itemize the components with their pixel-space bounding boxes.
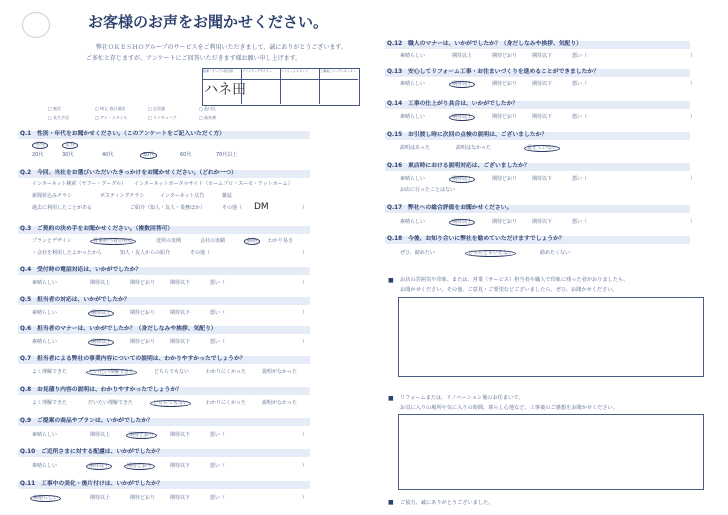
- option[interactable]: 期待以上: [86, 463, 112, 470]
- option[interactable]: 悪い（: [572, 53, 588, 59]
- branch-checkbox[interactable]: □ 東京: [48, 106, 62, 111]
- option: ）: [302, 280, 308, 286]
- option[interactable]: 期待以上: [449, 219, 475, 226]
- option[interactable]: 価格: [244, 238, 260, 245]
- option[interactable]: ・会社を利用したよかったから: [32, 250, 103, 256]
- question-7: Q.7 担当者による弊社の事業内容についての説明は、わかりやすかったでしょうか？: [20, 356, 246, 362]
- option[interactable]: 素晴らしい: [32, 310, 58, 316]
- option[interactable]: どちらでもない: [154, 369, 189, 375]
- option[interactable]: 悪い（: [572, 219, 588, 225]
- option-70s[interactable]: 70代以上: [216, 152, 238, 158]
- option[interactable]: 会社の実績: [200, 238, 226, 244]
- branch-checkbox[interactable]: □ 高木善: [199, 115, 217, 120]
- question-15: Q.15 お引渡し時に次回の点検の説明は、ございましたか？: [387, 132, 548, 138]
- option[interactable]: 期待以下: [532, 53, 553, 59]
- option[interactable]: 素晴らしい: [32, 280, 58, 286]
- option-40s[interactable]: 40代: [102, 152, 114, 158]
- option[interactable]: 期待以上: [90, 280, 111, 286]
- option[interactable]: どちらでもない: [150, 400, 191, 407]
- bullet-icon: ■: [388, 277, 394, 284]
- option: ）: [690, 114, 696, 120]
- option[interactable]: 期待以下: [170, 495, 191, 501]
- footer-thanks: ご協力、誠にありがとうございました。: [400, 500, 494, 506]
- staff-header: プランナーデザイナー: [242, 69, 272, 73]
- option[interactable]: 素晴らしい: [32, 432, 58, 438]
- option[interactable]: 素晴らしい: [400, 53, 426, 59]
- option[interactable]: 期待以下: [170, 280, 191, 286]
- option: ）: [690, 53, 696, 59]
- option: ）: [690, 176, 696, 182]
- handwritten-other-answer: DM: [254, 202, 269, 212]
- option[interactable]: 新聞折込みチラシ: [32, 193, 73, 199]
- option[interactable]: 悪い（: [572, 81, 588, 87]
- intro-line-2: ご多忙と存じますが、アンケートにご回答いただきます様お願い申し上げます。: [86, 55, 302, 62]
- option[interactable]: 悪い（: [572, 114, 588, 120]
- option[interactable]: わかりにくかった: [206, 369, 247, 375]
- option: ）: [302, 250, 308, 256]
- option[interactable]: その他（: [190, 250, 211, 256]
- option[interactable]: だいたい理解できた: [86, 369, 137, 376]
- option[interactable]: 悪い（: [210, 463, 226, 469]
- staff-header: リフォームスタッフ: [281, 69, 308, 73]
- comment2-prompt-2: お気に入りの場所や気に入りの時間、暮らし心地など、工事後のご感想をお聞かせください。: [400, 405, 618, 411]
- option[interactable]: 説明はあった: [400, 145, 430, 151]
- question-12: Q.12 職人のマナーは、いかがでしたか？（身だしなみや挨拶、気配り）: [387, 41, 582, 47]
- question-2: Q.2 今回、当社をお選びいただいたきっかけをお聞かせください。（どれか一つ）: [20, 170, 237, 176]
- option[interactable]: 悪い（: [210, 339, 226, 345]
- option-50s[interactable]: 50代: [140, 152, 157, 159]
- option: ）: [302, 463, 308, 469]
- option[interactable]: インターネット検索（ヤフー・グーグル）: [32, 181, 127, 187]
- option[interactable]: 期待どおり: [130, 280, 156, 286]
- option[interactable]: ご紹介（知人・友人・業務ほか）: [130, 205, 206, 211]
- option[interactable]: 悪い（: [210, 432, 226, 438]
- option-60s[interactable]: 60代: [180, 152, 192, 158]
- handwritten-name: ハネ田: [204, 82, 246, 98]
- option: ）: [690, 219, 696, 225]
- option[interactable]: 期待以上: [88, 339, 114, 346]
- option[interactable]: わかり易さ: [268, 238, 294, 244]
- option[interactable]: 期待どおり: [130, 339, 156, 345]
- question-16: Q.16 東店時における説明対応は、ございましたか？: [387, 163, 530, 169]
- option[interactable]: 期待以下: [532, 219, 553, 225]
- option[interactable]: 悪い（: [572, 176, 588, 182]
- option[interactable]: わかりにくかった: [206, 400, 247, 406]
- branch-checkbox[interactable]: □ 品川区: [199, 106, 217, 111]
- option[interactable]: 期待以上: [90, 495, 111, 501]
- option[interactable]: プランとデザイン: [32, 238, 72, 244]
- option[interactable]: 勧めたくない: [540, 250, 571, 256]
- option[interactable]: 覚えていない: [524, 145, 560, 152]
- option[interactable]: お店に行ったことはない: [400, 187, 456, 193]
- branch-checkbox[interactable]: □ 広告課: [148, 106, 166, 111]
- question-6: Q.6 担当者のマナーは、いかがでしたか？（身だしなみや挨拶、気配り）: [20, 326, 217, 332]
- option[interactable]: 期待どおり: [130, 310, 156, 316]
- option[interactable]: 期待以上: [90, 432, 111, 438]
- page-title: お客様のお声をお聞かせください。: [88, 13, 329, 31]
- option[interactable]: 期待以上: [452, 53, 473, 59]
- option: ）: [302, 495, 308, 501]
- option[interactable]: 素晴らしい: [400, 219, 426, 225]
- question-17: Q.17 弊社への総合評価をお聞かせください。: [387, 205, 513, 211]
- option[interactable]: 期待どおり: [492, 53, 518, 59]
- option[interactable]: 期待以下: [170, 310, 191, 316]
- option[interactable]: その他（: [222, 205, 243, 211]
- question-13: Q.13 安心してリフォーム工事・お住まいづくりを進めることができましたか？: [387, 69, 600, 75]
- option: ）: [302, 432, 308, 438]
- question-1: Q.1 性別・年代をお聞かせください。（このアンケートをご記入いただく方）: [20, 131, 226, 137]
- option[interactable]: 素晴らしい: [400, 176, 426, 182]
- comment1-textarea[interactable]: [398, 297, 704, 377]
- option[interactable]: 期待以下: [532, 114, 553, 120]
- option[interactable]: 期待どおり: [492, 114, 518, 120]
- staff-header: 工事施工コーディネーター: [320, 69, 356, 73]
- option[interactable]: どちらともいえない: [465, 250, 516, 257]
- option: ）: [302, 339, 308, 345]
- option-female[interactable]: 女性: [62, 142, 78, 149]
- stamp-mark: [22, 12, 50, 38]
- question-11: Q.11 工事中の美化・後片付けは、いかがでしたか？: [20, 481, 163, 487]
- option[interactable]: 期待どおり: [492, 219, 518, 225]
- option[interactable]: 過去に利用したことがある: [32, 205, 93, 211]
- option[interactable]: ポスティングチラシ: [100, 193, 145, 199]
- option[interactable]: 期待以下: [532, 81, 553, 87]
- question-8: Q.8 お見積り内容の説明は、わかりやすかったでしょうか？: [20, 387, 182, 393]
- option[interactable]: 悪い（: [210, 310, 226, 316]
- option: ）: [690, 81, 696, 87]
- branch-checkbox[interactable]: □ リノキューブ: [148, 115, 177, 120]
- option: ）: [302, 310, 308, 316]
- option[interactable]: 素晴らしい: [32, 339, 58, 345]
- option[interactable]: 雑誌: [222, 193, 233, 199]
- option[interactable]: 説明はなかった: [456, 145, 492, 151]
- option[interactable]: 素晴らしい: [400, 81, 426, 87]
- question-9: Q.9 ご提案の商品やプランは、いかがでしたか？: [20, 418, 153, 424]
- option[interactable]: 期待どおり: [130, 495, 156, 501]
- comment1-prompt-2: お聞かせください。その他、ご意見・ご要望などございましたら、ぜひ、お聞かせください。: [400, 287, 618, 293]
- option[interactable]: 期待どおり: [124, 463, 155, 470]
- option[interactable]: インターネット広告: [160, 193, 205, 199]
- option[interactable]: 素晴らしい: [400, 114, 426, 120]
- option[interactable]: 期待以上: [88, 310, 114, 317]
- option[interactable]: 期待以下: [170, 463, 191, 469]
- staff-header: 営業・サービス担当者: [203, 69, 234, 73]
- option[interactable]: 近所の実例: [156, 238, 182, 244]
- option[interactable]: 素晴らしい: [32, 463, 58, 469]
- branch-checkbox[interactable]: □ アイ・スタイル: [95, 115, 128, 120]
- option[interactable]: 悪い（: [210, 495, 226, 501]
- option[interactable]: 期待どおり: [126, 432, 157, 439]
- question-18: Q.18 今後、お知り合いに弊社を勧めていただけますでしょうか？: [387, 236, 565, 242]
- option-male[interactable]: 男性: [32, 142, 48, 149]
- option[interactable]: 期待どおり: [492, 176, 518, 182]
- option[interactable]: インターネットポータルサイト（ホームプロ・スーモ・アットホーム）: [134, 181, 293, 187]
- option[interactable]: 営業担当者の対応: [90, 238, 136, 245]
- question-14: Q.14 工事の仕上がり具合は、いかがでしたか？: [387, 101, 519, 107]
- question-3: Q.3 ご契約の決め手をお聞かせください。（複数回答可）: [20, 226, 174, 232]
- bullet-icon: ■: [388, 499, 394, 506]
- branch-checkbox[interactable]: □ 長久手店: [48, 115, 70, 120]
- option-20s[interactable]: 20代: [32, 152, 44, 158]
- option: ）: [302, 205, 308, 211]
- intro-line-1: 弊社ＯＫＥＳＨＯグループのサービスをご利用いただきまして、誠にありがとうございます。: [96, 44, 347, 51]
- option[interactable]: 期待以上: [449, 176, 475, 183]
- comment1-prompt-1: お店の雰囲気や印象、または、営業（サービス）担当者や職人で印象に残った者がおりましたら、: [400, 277, 629, 283]
- option[interactable]: 期待どおり: [492, 81, 518, 87]
- option[interactable]: 期待以下: [170, 339, 191, 345]
- question-4: Q.4 受付時の電話対応は、いかがでしたか？: [20, 267, 142, 273]
- option[interactable]: 知人・友人からの紹介: [120, 250, 171, 256]
- option[interactable]: よく理解できた: [32, 400, 68, 406]
- option[interactable]: 期待以下: [170, 432, 191, 438]
- option-30s[interactable]: 30代: [62, 152, 74, 158]
- option[interactable]: 素晴らしい: [30, 495, 61, 502]
- option[interactable]: 説明がなかった: [262, 400, 298, 406]
- bullet-icon: ■: [388, 395, 394, 402]
- option[interactable]: 期待以下: [532, 176, 553, 182]
- option[interactable]: 悪い（: [210, 280, 226, 286]
- question-5: Q.5 担当者の対応は、いかがでしたか？: [20, 297, 130, 303]
- option[interactable]: 期待以上: [449, 114, 475, 121]
- comment2-prompt-1: リフォームまたは、リノベーション後のお住まいで、: [400, 395, 524, 401]
- option[interactable]: 期待以上: [449, 81, 475, 88]
- option[interactable]: 説明がなかった: [262, 369, 298, 375]
- branch-checkbox[interactable]: □ 埼玉 春日部店: [95, 106, 126, 111]
- comment2-textarea[interactable]: [398, 414, 704, 490]
- option[interactable]: ぜひ、勧めたい: [400, 250, 435, 256]
- question-10: Q.10 ご近所さまに対する配慮は、いかがでしたか？: [20, 449, 163, 455]
- option[interactable]: よく理解できた: [32, 369, 68, 375]
- option[interactable]: だいたい理解できた: [88, 400, 134, 406]
